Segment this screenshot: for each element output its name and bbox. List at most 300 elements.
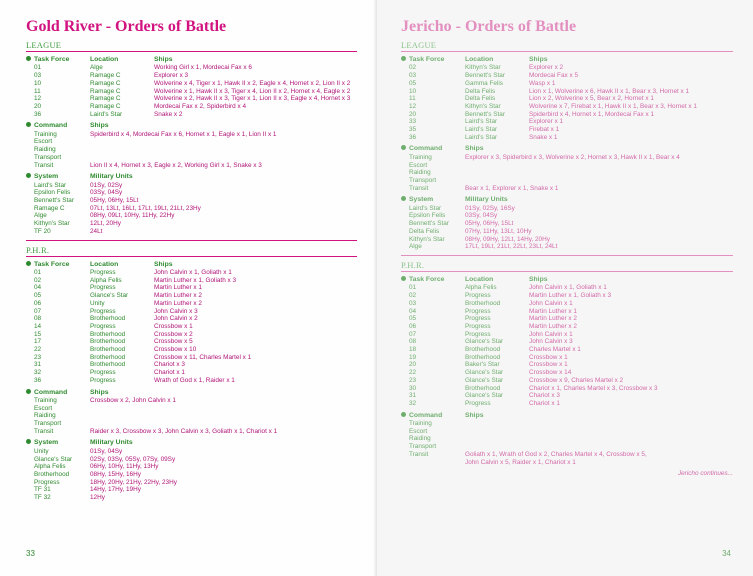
group-header-text: Command [34, 388, 68, 396]
row-key: 05 [34, 292, 42, 300]
row-value: Wolverine x 1, Hawk II x 3, Tiger x 4, Lion II x 2, Hornet x 4, Eagle x 2 [154, 87, 351, 95]
table-row [401, 308, 733, 316]
row-location: Bennett's Star [465, 72, 505, 80]
row-value: Lion x 1, Wolverine x 6, Hawk II x 1, Bear x 3, Hornet x 1 [529, 87, 690, 95]
section [401, 40, 733, 256]
row-key: Alpha Felis [34, 463, 66, 471]
table-row [401, 451, 733, 459]
table-row [401, 459, 733, 467]
table-row [401, 338, 733, 346]
group-header-row [26, 173, 357, 181]
row-key: Transit [34, 161, 54, 169]
row-key: 12 [34, 95, 42, 103]
row-key: Kithyn's Star [409, 235, 445, 243]
row-value: Raider x 3, Crossbow x 3, John Calvin x 3, Goliath x 1, Chariot x 1 [90, 427, 278, 435]
table-row [401, 126, 733, 134]
row-value: Explorer x 2 [529, 64, 564, 72]
table-row [26, 479, 357, 487]
row-key: 02 [34, 276, 42, 284]
row-key: Transport [34, 153, 62, 161]
row-value: Lion II x 4, Hornet x 3, Eagle x 2, Working Girl x 1, Snake x 3 [90, 161, 262, 169]
group-header-row [26, 389, 357, 397]
row-value: Crossbow x 2, John Calvin x 1 [90, 396, 176, 404]
row-key: Raiding [409, 435, 431, 443]
table-row [26, 338, 357, 346]
table-row [26, 197, 357, 205]
section [401, 260, 733, 466]
table-row [401, 118, 733, 126]
row-value: Goliath x 1, Wrath of God x 2, Charles Martel x 4, Crossbow x 5, [465, 450, 647, 458]
table-row [26, 377, 357, 385]
group-header-label [26, 122, 90, 130]
row-value: Wolverine x 2, Hawk II x 3, Tiger x 1, Lion II x 3, Eagle x 4, Hornet x 3 [154, 95, 351, 103]
table-row [26, 72, 357, 80]
row-value: Explorer x 1 [529, 118, 564, 126]
oob-group [26, 173, 357, 235]
group-header-row [401, 56, 733, 64]
bullet-icon [401, 56, 406, 61]
group-header-text: Command [409, 145, 443, 153]
bullet-icon [401, 145, 406, 150]
section-heading: P.H.R. [26, 245, 357, 257]
row-value: John Calvin x 1, Goliath x 1 [154, 268, 232, 276]
group-header-col2: Ships [90, 388, 109, 396]
table-row [26, 361, 357, 369]
group-header-label [401, 276, 465, 284]
row-location: Delta Felis [465, 87, 496, 95]
row-value: Crossbow x 10 [154, 346, 197, 354]
row-value: Crossbow x 9, Charles Martel x 2 [529, 376, 624, 384]
table-row [26, 182, 357, 190]
row-key: 05 [409, 79, 417, 87]
row-key: Bennett's Star [34, 197, 74, 205]
sections-container [26, 40, 357, 502]
row-value: 14Hy, 17Hy, 19Hy [90, 486, 141, 494]
row-key: 30 [409, 384, 417, 392]
group-header-text: System [409, 196, 434, 204]
row-value: John Calvin x 1, Goliath x 1 [529, 284, 607, 292]
row-value: Firebat x 1 [529, 126, 560, 134]
row-value: Crossbow x 5 [154, 338, 193, 346]
row-key: Transport [409, 176, 437, 184]
row-key: Escort [34, 138, 53, 146]
row-key: 08 [34, 315, 42, 323]
row-value [90, 154, 357, 162]
row-key: Progress [34, 478, 60, 486]
row-location: Ramage C [90, 95, 121, 103]
section-divider [401, 255, 733, 256]
row-key: 08 [409, 338, 417, 346]
table-row [401, 377, 733, 385]
row-value: 05Hy, 06Hy, 15Lt [90, 197, 139, 205]
row-value: 01Sy, 02Sy [90, 181, 123, 189]
row-value: Crossbow x 11, Charles Martel x 1 [154, 353, 252, 361]
row-key: TF 31 [34, 486, 51, 494]
row-value: Mordecai Fax x 5 [529, 72, 579, 80]
table-row [26, 277, 357, 285]
row-key: 20 [409, 361, 417, 369]
row-location: Ramage C [90, 102, 121, 110]
table-row [26, 323, 357, 331]
row-value: Explorer x 3, Spiderbird x 3, Wolverine x 2, Hornet x 3, Hawk II x 1, Bear x 4 [465, 153, 680, 161]
row-key: TF 20 [34, 227, 51, 235]
oob-group [401, 56, 733, 141]
table-row [26, 346, 357, 354]
table-row [401, 346, 733, 354]
row-value: Chariot x 1 [154, 369, 185, 377]
row-location: Glance's Star [90, 292, 129, 300]
row-location: Laird's Star [465, 133, 498, 141]
row-key: Alge [409, 243, 422, 251]
row-value: Crossbow x 1 [529, 361, 568, 369]
row-value: 03Sy, 04Sy [465, 212, 498, 220]
row-location: Laird's Star [465, 126, 498, 134]
row-location: Progress [90, 284, 116, 292]
table-row [401, 361, 733, 369]
table-row [26, 354, 357, 362]
row-value: Spiderbird x 4, Hornet x 1, Mordecai Fax x 1 [529, 110, 655, 118]
group-header-col3: Ships [529, 56, 548, 63]
table-row [26, 80, 357, 88]
row-key: 17 [34, 338, 42, 346]
table-row [401, 369, 733, 377]
row-value: Wasp x 1 [529, 79, 556, 87]
group-header-col2: Military Units [90, 439, 133, 447]
row-value: Chariot x 3 [529, 392, 560, 400]
bullet-icon [401, 412, 406, 417]
row-value [465, 443, 733, 451]
row-location: Brotherhood [90, 353, 126, 361]
group-header-row [401, 196, 733, 204]
row-location: Glance's Star [465, 369, 504, 377]
row-value: Crossbow x 14 [529, 369, 572, 377]
row-key: Raiding [409, 169, 431, 177]
table-row [401, 103, 733, 111]
row-location: Bennett's Star [465, 110, 505, 118]
table-row [401, 292, 733, 300]
row-value: John Calvin x 5, Raider x 1, Chariot x 1 [465, 458, 576, 466]
table-row [26, 146, 357, 154]
row-key: Ramage C [34, 204, 65, 212]
table-row [401, 420, 733, 428]
row-value: Mordecai Fax x 2, Spiderbird x 4 [154, 102, 246, 110]
row-value: Martin Luther x 1 [529, 307, 577, 315]
row-key: Laird's Star [409, 204, 442, 212]
oob-group [26, 261, 357, 385]
row-location: Glance's Star [465, 338, 504, 346]
table-row [26, 212, 357, 220]
row-value: 06Hy, 10Hy, 11Hy, 13Hy [90, 463, 159, 471]
section-heading: P.H.R. [401, 260, 733, 272]
row-value: Wrath of God x 1, Raider x 1 [154, 376, 235, 384]
row-location: Laird's Star [465, 118, 498, 126]
row-location: Progress [465, 330, 491, 338]
group-header-row [401, 412, 733, 420]
bullet-icon [26, 173, 31, 178]
group-header-col2: Location [90, 260, 119, 268]
group-header-label [26, 173, 90, 181]
row-location: Glance's Star [465, 392, 504, 400]
table-row [401, 220, 733, 228]
row-value: Wolverine x 4, Tiger x 1, Hawk II x 2, Eagle x 4, Hornet x 2, Lion II x 2 [154, 79, 351, 87]
row-value: Chariot x 1, Charles Martel x 3, Crossbow x 3 [529, 384, 658, 392]
table-row [401, 323, 733, 331]
table-row [401, 443, 733, 451]
row-location: Ramage C [90, 87, 121, 95]
oob-group [26, 122, 357, 169]
table-row [26, 397, 357, 405]
oob-group [401, 276, 733, 408]
section [26, 40, 357, 241]
row-value: Crossbow x 1 [154, 322, 193, 330]
row-location: Kithyn's Star [465, 102, 501, 110]
table-row [401, 315, 733, 323]
row-value: 08Hy, 15Hy, 16Hy [90, 470, 141, 478]
row-value: John Calvin x 1 [529, 299, 573, 307]
table-row [26, 315, 357, 323]
row-key: Transport [409, 443, 437, 451]
bullet-icon [26, 389, 31, 394]
group-header-col3: Ships [154, 56, 173, 63]
group-header-label [26, 56, 90, 64]
table-row [26, 88, 357, 96]
table-row [401, 185, 733, 193]
row-key: 03 [34, 72, 42, 80]
row-key: 11 [34, 87, 41, 95]
row-value: Spiderbird x 4, Mordecai Fax x 6, Hornet x 1, Eagle x 1, Lion II x 1 [90, 130, 277, 138]
row-location: Brotherhood [90, 346, 126, 354]
row-key: 07 [409, 330, 417, 338]
row-key: 14 [34, 322, 42, 330]
row-key: 10 [409, 87, 417, 95]
row-value: Martin Luther x 2 [529, 315, 577, 323]
row-value: Martin Luther x 2 [529, 322, 577, 330]
row-value: Crossbow x 1 [529, 353, 568, 361]
row-location: Progress [465, 292, 491, 300]
row-key: 31 [34, 361, 42, 369]
oob-group [26, 389, 357, 436]
oob-group [401, 412, 733, 467]
row-key: 19 [409, 353, 417, 361]
section [26, 245, 357, 502]
row-key: 05 [409, 315, 417, 323]
row-key: 22 [409, 369, 417, 377]
row-value [465, 177, 733, 185]
row-key: Raiding [34, 412, 56, 420]
row-value: John Calvin x 3 [154, 307, 198, 315]
row-location: Brotherhood [90, 361, 126, 369]
row-value: Martin Luther x 1, Goliath x 3 [154, 276, 237, 284]
table-row [26, 448, 357, 456]
row-location: Brotherhood [465, 346, 501, 354]
table-row [401, 169, 733, 177]
table-row [26, 189, 357, 197]
row-value: 12Lt, 20Hy [90, 220, 121, 228]
group-header-text: Command [409, 411, 443, 419]
row-location: Progress [465, 322, 491, 330]
row-key: Escort [34, 404, 53, 412]
row-key: Epsilon Felis [34, 189, 71, 197]
row-location: Unity [90, 299, 105, 307]
row-value: 12Hy [90, 494, 105, 502]
page-number: 34 [722, 549, 731, 558]
row-value: Charles Martel x 1 [529, 346, 581, 354]
row-key: 03 [409, 72, 417, 80]
row-location: Ramage C [90, 79, 121, 87]
row-key: 36 [409, 133, 417, 141]
row-value: 07Hy, 11Hy, 13Lt, 10Hy [465, 227, 532, 235]
table-row [401, 228, 733, 236]
row-value: Chariot x 3 [154, 361, 185, 369]
row-value: Lion x 2, Wolverine x 5, Bear x 2, Hornet x 1 [529, 95, 654, 103]
row-key: 31 [409, 392, 417, 400]
bullet-icon [26, 122, 31, 127]
row-key: 02 [409, 64, 417, 72]
row-location: Delta Felis [465, 95, 496, 103]
bullet-icon [26, 439, 31, 444]
row-value: Working Girl x 1, Mordecai Fax x 6 [154, 64, 252, 72]
row-key: Laird's Star [34, 181, 67, 189]
row-key: Training [34, 130, 57, 138]
page-number: 33 [26, 549, 35, 558]
row-key: Bennett's Star [409, 220, 449, 228]
group-header-col2: Ships [465, 145, 484, 153]
row-value [90, 412, 357, 420]
row-value: 03Sy, 04Sy [90, 189, 123, 197]
row-location: Alpha Felis [465, 284, 497, 292]
group-header-text: System [34, 173, 59, 181]
table-row [26, 103, 357, 111]
table-row [401, 80, 733, 88]
row-value: Explorer x 3 [154, 72, 189, 80]
table-row [26, 331, 357, 339]
group-header-label [401, 145, 465, 153]
table-row [401, 243, 733, 251]
row-value: Martin Luther x 1 [154, 284, 202, 292]
table-row [26, 463, 357, 471]
table-row [401, 354, 733, 362]
group-header-col2: Ships [90, 122, 109, 130]
bullet-icon [401, 276, 406, 281]
oob-group [401, 145, 733, 192]
row-value [90, 146, 357, 154]
row-value: 17Lt, 19Lt, 21Lt, 22Lt, 23Lt, 24Lt [465, 243, 558, 251]
row-key: 22 [34, 346, 42, 354]
row-value: 07Lt, 13Lt, 16Lt, 17Lt, 19Lt, 21Lt, 23Hy [90, 204, 201, 212]
table-row [26, 292, 357, 300]
row-key: 20 [409, 110, 417, 118]
row-value: Snake x 2 [154, 110, 183, 118]
row-key: 03 [409, 299, 417, 307]
row-key: 33 [409, 118, 417, 126]
row-key: Kithyn's Star [34, 220, 70, 228]
row-value: Crossbow x 2 [154, 330, 193, 338]
row-key: 32 [409, 399, 417, 407]
row-key: Training [409, 153, 432, 161]
table-row [401, 435, 733, 443]
section-heading: LEAGUE [401, 40, 733, 52]
row-key: Epsilon Felis [409, 212, 446, 220]
group-header-col2: Ships [465, 411, 484, 419]
row-value: 01Sy, 04Sy [90, 447, 123, 455]
table-row [401, 331, 733, 339]
table-row [26, 420, 357, 428]
row-key: 32 [34, 369, 42, 377]
table-row [26, 95, 357, 103]
row-key: TF 32 [34, 494, 51, 502]
table-row [26, 405, 357, 413]
table-row [401, 177, 733, 185]
row-location: Brotherhood [90, 315, 126, 323]
group-header-text: Task Force [34, 56, 70, 63]
row-value [90, 405, 357, 413]
group-header-text: Task Force [34, 260, 70, 268]
row-location: Laird's Star [90, 110, 123, 118]
row-key: 02 [409, 292, 417, 300]
group-header-text: Task Force [409, 56, 445, 63]
row-key: 20 [34, 102, 42, 110]
row-key: 01 [409, 284, 417, 292]
row-value: John Calvin x 1 [529, 330, 573, 338]
row-location: Progress [90, 322, 116, 330]
page-title: Gold River - Orders of Battle [26, 18, 227, 35]
row-location: Alpha Felis [90, 276, 122, 284]
page-title: Jericho - Orders of Battle [401, 18, 577, 35]
table-row [401, 162, 733, 170]
row-key: 01 [34, 64, 42, 72]
row-value: John Calvin x 3 [529, 338, 573, 346]
row-key: Unity [34, 447, 49, 455]
row-value [465, 162, 733, 170]
row-value: Martin Luther x 2 [154, 299, 202, 307]
row-value: Bear x 1, Explorer x 1, Snake x 1 [465, 184, 559, 192]
table-row [26, 456, 357, 464]
row-key: Transport [34, 420, 62, 428]
table-row [26, 494, 357, 502]
page-right [377, 0, 753, 576]
table-row [26, 111, 357, 119]
table-row [26, 162, 357, 170]
table-row [401, 212, 733, 220]
row-value: Snake x 1 [529, 133, 558, 141]
row-value: 18Hy, 20Hy, 21Hy, 22Hy, 23Hy [90, 478, 177, 486]
table-row [401, 205, 733, 213]
group-header-row [401, 276, 733, 284]
row-value [90, 138, 357, 146]
bullet-icon [26, 56, 31, 61]
table-row [401, 95, 733, 103]
table-row [26, 284, 357, 292]
table-row [401, 111, 733, 119]
group-header-text: Command [34, 122, 68, 130]
group-header-label [401, 196, 465, 204]
row-key [401, 459, 465, 467]
row-value [465, 169, 733, 177]
group-header-text: Task Force [409, 275, 445, 283]
row-value: Martin Luther x 2 [154, 292, 202, 300]
group-header-label [401, 56, 465, 64]
table-row [26, 154, 357, 162]
row-key: 10 [34, 79, 42, 87]
table-row [401, 88, 733, 96]
oob-group [26, 56, 357, 118]
table-row [401, 154, 733, 162]
table-row [401, 236, 733, 244]
row-value [90, 420, 357, 428]
group-header-label [26, 439, 90, 447]
row-value [465, 420, 733, 428]
group-header-row [401, 145, 733, 153]
